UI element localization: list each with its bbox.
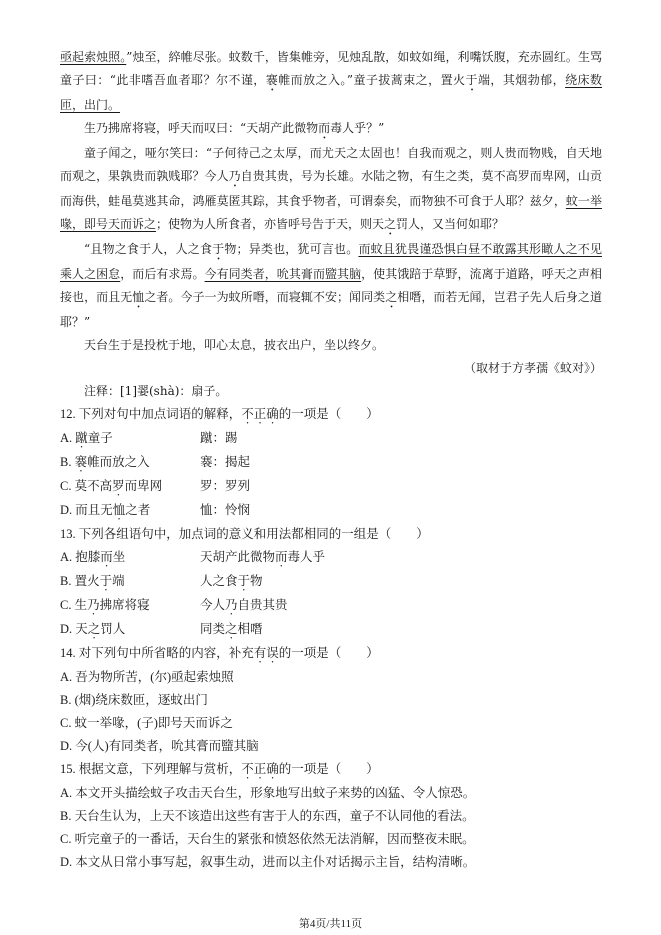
source-citation: （取材于方孝孺《蚊对》） — [463, 361, 602, 375]
emphasized-char: 恤 — [132, 290, 145, 304]
text-segment: 人之食 — [200, 574, 238, 588]
text-segment: A. — [60, 431, 76, 445]
text-segment: A. 本文开头描绘蚊子攻击天台生，形象地写出蚊子来势的凶猛、令人惊恐。 — [60, 786, 476, 800]
text-segment: 罗：罗列 — [200, 479, 251, 493]
option-explanation — [200, 570, 263, 594]
emphasized-char: 褰 — [265, 73, 279, 87]
text-segment: 下列对句中加点词语的解释， — [78, 407, 242, 421]
text-segment: A. 吾为物所苦，(尔)亟起索烛照 — [60, 670, 234, 684]
option-explanation — [200, 594, 288, 618]
text-segment: 今人 — [200, 598, 226, 612]
emphasized-char: 于 — [212, 242, 225, 256]
emphasized-char: 于 — [465, 73, 478, 87]
text-segment: D. 本文从日常小事写起，叙事生动，进而以主仆对话揭示主旨，结构清晰。 — [60, 855, 476, 869]
emphasized-char: 于 — [237, 574, 251, 588]
question-15 — [60, 758, 602, 874]
text-segment: 蹴：踢 — [200, 431, 238, 445]
option-explanation — [200, 451, 250, 475]
answer-option — [60, 546, 602, 570]
underlined-text: 而蚊且犹畏谨恐惧白昼不敢露其形瞰人之不见乘人之困怠 — [60, 242, 602, 281]
emphasized-char: 恤 — [112, 503, 126, 517]
option-text — [60, 782, 475, 805]
answer-option — [60, 828, 602, 851]
text-segment: 毒人乎？” — [330, 121, 385, 135]
emphasized-char: 之 — [385, 290, 398, 304]
answer-option — [60, 499, 602, 523]
text-segment: 端 — [112, 574, 125, 588]
passage — [60, 46, 602, 357]
text-segment: 自贵其贵，号为长雄。水陆之物，有生之类，莫不高罗而卑网，山贡而海供，蛙黾莫逃其命，鸿雁莫匿其踪，其食乎物者，可谓泰矣，而物独不可食于人耶？兹夕， — [60, 169, 602, 208]
text-segment: 童子闻之，哑尔笑曰：“子何待己之太厚，而尤天之太固也！自我而观之，则人贵而物贱，自天地而观之，果孰贵而孰贱耶？今人 — [60, 146, 602, 183]
text-segment: 之者 — [125, 503, 151, 517]
underlined-text: 亟起索烛照。 — [60, 50, 127, 64]
emphasized-char: 之 — [384, 217, 397, 231]
emphasized-char: 乃 — [225, 598, 238, 612]
option-text — [60, 546, 200, 570]
emphasized-char: 罗 — [112, 479, 125, 493]
question-stem — [60, 758, 602, 782]
text-segment: 天台生于是投枕于地，叩心太息，披衣出户，坐以终夕。 — [84, 338, 385, 352]
text-segment: 相噆 — [237, 622, 263, 636]
answer-option — [60, 618, 602, 642]
emphasized-char: 褰 — [74, 455, 88, 469]
emphasized-char: 于 — [99, 574, 113, 588]
text-segment: C. 听完童子的一番话，天台生的紧张和愤怒依然无法消解，因而整夜未眠。 — [60, 832, 475, 846]
text-segment: 褰：揭起 — [200, 455, 251, 469]
answer-option — [60, 475, 602, 499]
text-segment: B. (烟)绕床数匝，逐蚊出门 — [60, 693, 208, 707]
answer-option — [60, 594, 602, 618]
text-segment: D. 今(人)有同类者，吮其膏而盬其脑 — [60, 739, 259, 753]
answer-option — [60, 712, 602, 735]
text-segment: 同类 — [200, 622, 226, 636]
text-segment: C. 生 — [60, 598, 88, 612]
question-number: 13. — [60, 527, 76, 541]
text-segment: B. 天台生认为，上天不该造出这些有害于人的东西，童子不认同他的看法。 — [60, 809, 475, 823]
option-text — [60, 427, 200, 451]
answer-option — [60, 689, 602, 712]
answer-option — [60, 427, 602, 451]
question-14 — [60, 642, 602, 758]
question-number: 12. — [60, 407, 76, 421]
text-segment: 自贵其贵 — [237, 598, 288, 612]
exam-page — [60, 46, 602, 874]
question-stem — [60, 403, 602, 427]
question-number: 15. — [60, 762, 76, 776]
text-segment: ；使物为人所食者，亦皆呼号告于天，则天 — [156, 217, 385, 231]
questions — [60, 403, 602, 874]
option-explanation — [200, 546, 325, 570]
text-segment: B. 置火 — [60, 574, 100, 588]
emphasized-char: 蹴 — [75, 431, 88, 445]
option-text — [60, 499, 200, 523]
annotation-note: 注释：[1]翣(shà)：扇子。 — [84, 384, 228, 398]
option-explanation — [200, 475, 250, 499]
question-stem — [60, 523, 602, 546]
text-segment: 下列各组语句中，加点词的意义和用法都相同的一组是（ ） — [78, 527, 429, 541]
text-segment: 的一项是（ ） — [278, 407, 379, 421]
option-explanation — [200, 618, 263, 642]
text-segment: 生乃拂席将寝，呼天而叹曰：“天胡产此微物 — [84, 121, 319, 135]
option-text — [60, 570, 200, 594]
text-segment: 而卑网 — [124, 479, 163, 493]
passage-paragraph — [60, 238, 602, 334]
underlined-text: 蚊一举喙，即号天而诉之 — [60, 194, 602, 231]
question-13 — [60, 523, 602, 642]
option-text — [60, 475, 200, 499]
text-segment: 帷而放之入。”童子拔蒿束之，置火 — [278, 73, 466, 87]
text-segment: 的一项是（ ） — [278, 762, 379, 776]
emphasized-char: 有误 — [253, 646, 279, 660]
option-explanation — [200, 499, 250, 523]
text-segment: A. 抱膝 — [60, 550, 101, 564]
text-segment: ”烛至，綷帷尽张。蚊数千，皆集帷旁，见烛乱散，如蚊如绳，利嘴饫腹，充赤圆红。生骂童子曰：“此非嗜吾血者耶？尔不谨， — [60, 50, 602, 87]
text-segment: 对下列句中所省略的内容，补充 — [78, 646, 254, 660]
text-segment: 物；异类也，犹可言也。 — [224, 242, 359, 256]
text-segment: C. 莫不高 — [60, 479, 113, 493]
answer-option — [60, 666, 602, 689]
emphasized-char: 不正确 — [241, 762, 279, 776]
option-text — [60, 851, 475, 874]
text-segment: 端，其烟勃郁， — [477, 73, 566, 87]
option-text — [60, 689, 208, 712]
answer-option — [60, 805, 602, 828]
answer-option — [60, 851, 602, 874]
underlined-text: 今有同类者，吮其膏而盬其脑 — [204, 267, 362, 281]
question-number: 14. — [60, 646, 76, 660]
option-text — [60, 712, 233, 735]
emphasized-char: 而 — [100, 550, 113, 564]
emphasized-char: 不正确 — [241, 407, 279, 421]
text-segment: 之者。今子一为蚊所噆，而寝辄不安；闻同类 — [144, 290, 386, 304]
answer-option — [60, 451, 602, 475]
emphasized-char: 而 — [318, 121, 331, 135]
text-segment: 帷而放之入 — [87, 455, 150, 469]
emphasized-char: 之 — [225, 622, 238, 636]
option-text — [60, 451, 200, 475]
text-segment: B. — [60, 455, 75, 469]
option-text — [60, 828, 475, 851]
answer-option — [60, 782, 602, 805]
text-segment: 天胡产此微物 — [200, 550, 276, 564]
underlined-text: 绕床数匝，出门。 — [60, 73, 602, 112]
text-segment: 恤：怜悯 — [200, 503, 251, 517]
passage-paragraph — [60, 142, 602, 238]
option-explanation — [200, 427, 238, 451]
text-segment: 的一项是（ ） — [278, 646, 379, 660]
option-text — [60, 618, 200, 642]
answer-option — [60, 735, 602, 758]
page-footer: 第4页/共11页 — [298, 918, 363, 930]
passage-paragraph — [60, 334, 602, 357]
passage-paragraph — [60, 117, 602, 142]
option-text — [60, 805, 475, 828]
text-segment: D. 而且无 — [60, 503, 113, 517]
option-text — [60, 666, 234, 689]
text-segment: ，而后有求焉。 — [120, 267, 205, 281]
text-segment: ，使其饿踣于草野，流离于道路，呼天之声相接也，而且无 — [60, 267, 602, 304]
text-segment: 童子 — [87, 431, 113, 445]
text-segment: “且物之食于人，人之食 — [84, 242, 213, 256]
option-text — [60, 735, 259, 758]
text-segment: 相噆，而若无闻，岂君子先人后身之道耶？” — [60, 290, 602, 329]
answer-option — [60, 570, 602, 594]
option-text — [60, 594, 200, 618]
text-segment: 罚人，又当何如耶？ — [396, 217, 505, 231]
emphasized-char: 乃 — [87, 598, 100, 612]
passage-paragraph — [60, 46, 602, 117]
emphasized-char: 乃 — [228, 169, 241, 183]
emphasized-char: 之 — [87, 622, 101, 636]
text-segment: C. 蚊一举喙，(子)即号天而诉之 — [60, 716, 233, 730]
text-segment: 拂席将寝 — [99, 598, 150, 612]
text-segment: 罚人 — [100, 622, 126, 636]
emphasized-char: 而 — [275, 550, 288, 564]
text-segment: 毒人乎 — [287, 550, 326, 564]
question-stem — [60, 642, 602, 666]
text-segment: 物 — [250, 574, 263, 588]
text-segment: 坐 — [112, 550, 126, 564]
text-segment: D. 天 — [60, 622, 88, 636]
question-12 — [60, 403, 602, 523]
text-segment: 根据文意，下列理解与赏析， — [78, 762, 242, 776]
